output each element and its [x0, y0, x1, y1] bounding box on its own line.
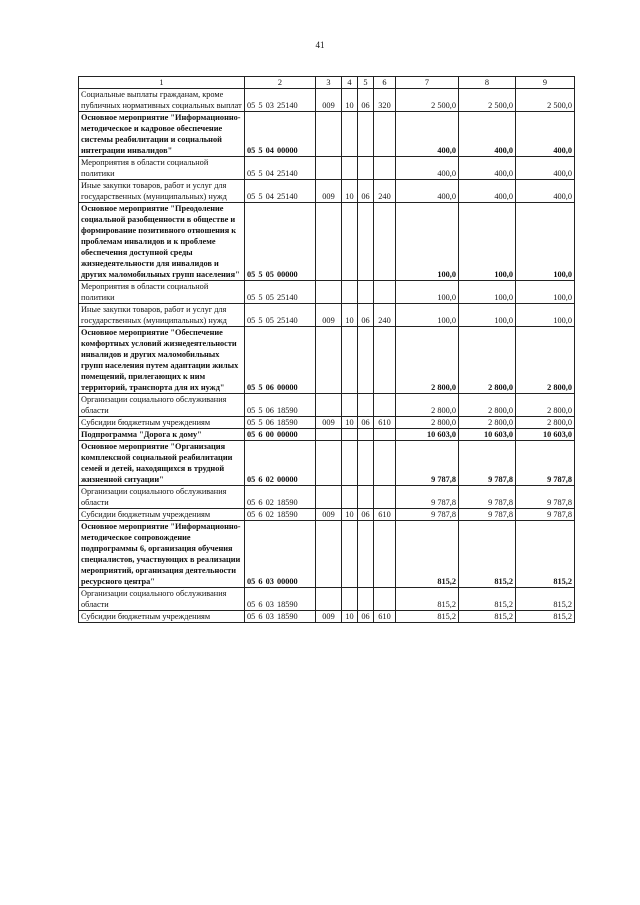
column-header: 5: [358, 77, 374, 89]
expense-type-code: [374, 588, 396, 611]
row-name: Организации социального обслуживания области: [79, 394, 245, 417]
expense-type-code: [374, 157, 396, 180]
section-code: 10: [342, 89, 358, 112]
classification-code: 05 5 05 25140: [245, 304, 316, 327]
row-name: Социальные выплаты гражданам, кроме публичных нормативных социальных выплат: [79, 89, 245, 112]
section-code: [342, 394, 358, 417]
amount-col9: 815,2: [516, 588, 575, 611]
classification-code: 05 6 02 00000: [245, 441, 316, 486]
classification-code: 05 6 03 00000: [245, 521, 316, 588]
subsection-code: [358, 394, 374, 417]
amount-col7: 2 800,0: [396, 394, 459, 417]
amount-col7: 100,0: [396, 203, 459, 281]
expense-type-code: 610: [374, 417, 396, 429]
subsection-code: 06: [358, 180, 374, 203]
table-row: [79, 394, 575, 417]
subsection-code: [358, 281, 374, 304]
amount-col9: 400,0: [516, 112, 575, 157]
subsection-code: [358, 157, 374, 180]
amount-col8: 815,2: [459, 611, 516, 623]
row-name: Субсидии бюджетным учреждениям: [79, 611, 245, 623]
row-name: Организации социального обслуживания области: [79, 486, 245, 509]
section-code: 10: [342, 509, 358, 521]
subsection-code: [358, 429, 374, 441]
row-name: Субсидии бюджетным учреждениям: [79, 417, 245, 429]
amount-col9: 9 787,8: [516, 509, 575, 521]
amount-col9: 400,0: [516, 180, 575, 203]
expense-type-code: [374, 394, 396, 417]
amount-col8: 2 800,0: [459, 327, 516, 394]
amount-col8: 815,2: [459, 588, 516, 611]
column-header: 3: [316, 77, 342, 89]
amount-col7: 9 787,8: [396, 509, 459, 521]
amount-col7: 2 800,0: [396, 417, 459, 429]
table-row: [79, 112, 575, 157]
row-name: Иные закупки товаров, работ и услуг для государственных (муниципальных) нужд: [79, 180, 245, 203]
amount-col9: 2 800,0: [516, 417, 575, 429]
classification-code: 05 5 03 25140: [245, 89, 316, 112]
amount-col7: 9 787,8: [396, 486, 459, 509]
table-row: [79, 327, 575, 394]
amount-col9: 400,0: [516, 157, 575, 180]
subsection-code: 06: [358, 89, 374, 112]
amount-col8: 9 787,8: [459, 441, 516, 486]
amount-col7: 100,0: [396, 304, 459, 327]
amount-col9: 9 787,8: [516, 486, 575, 509]
table-row: [79, 429, 575, 441]
amount-col9: 2 800,0: [516, 394, 575, 417]
ministry-code: [316, 441, 342, 486]
section-code: [342, 588, 358, 611]
column-header: 4: [342, 77, 358, 89]
amount-col8: 100,0: [459, 203, 516, 281]
amount-col8: 9 787,8: [459, 486, 516, 509]
row-name: Субсидии бюджетным учреждениям: [79, 509, 245, 521]
row-name: Основное мероприятие "Информационно-методическое и кадровое обеспечение системы реабилитации и социальной интеграции инвалидов": [79, 112, 245, 157]
ministry-code: [316, 157, 342, 180]
classification-code: 05 5 04 00000: [245, 112, 316, 157]
classification-code: 05 6 00 00000: [245, 429, 316, 441]
table-row: [79, 157, 575, 180]
amount-col7: 815,2: [396, 521, 459, 588]
column-header: 1: [79, 77, 245, 89]
section-code: 10: [342, 304, 358, 327]
ministry-code: [316, 521, 342, 588]
row-name: Подпрограмма "Дорога к дому": [79, 429, 245, 441]
expense-type-code: 320: [374, 89, 396, 112]
subsection-code: 06: [358, 509, 374, 521]
section-code: [342, 429, 358, 441]
row-name: Основное мероприятие "Преодоление социальной разобщенности в обществе и формирование позитивного отношения к проблемам инвалидов и к проблеме обеспечения доступной среды жизнедеятельности для инвалидов и других маломобильных групп населения": [79, 203, 245, 281]
amount-col9: 100,0: [516, 203, 575, 281]
ministry-code: 009: [316, 89, 342, 112]
row-name: Организации социального обслуживания области: [79, 588, 245, 611]
expense-type-code: [374, 112, 396, 157]
column-header: 2: [245, 77, 316, 89]
amount-col8: 2 500,0: [459, 89, 516, 112]
expense-type-code: [374, 486, 396, 509]
ministry-code: 009: [316, 180, 342, 203]
expense-type-code: 610: [374, 509, 396, 521]
amount-col7: 9 787,8: [396, 441, 459, 486]
section-code: [342, 441, 358, 486]
expense-type-code: 610: [374, 611, 396, 623]
amount-col8: 2 800,0: [459, 417, 516, 429]
page-number: 41: [315, 40, 325, 50]
classification-code: 05 6 02 18590: [245, 486, 316, 509]
expense-type-code: 240: [374, 180, 396, 203]
section-code: [342, 486, 358, 509]
ministry-code: [316, 588, 342, 611]
amount-col7: 10 603,0: [396, 429, 459, 441]
amount-col8: 100,0: [459, 281, 516, 304]
amount-col7: 100,0: [396, 281, 459, 304]
section-code: [342, 112, 358, 157]
amount-col7: 2 500,0: [396, 89, 459, 112]
budget-table: [78, 76, 575, 623]
amount-col7: 2 800,0: [396, 327, 459, 394]
ministry-code: 009: [316, 509, 342, 521]
classification-code: 05 5 06 00000: [245, 327, 316, 394]
classification-code: 05 5 04 25140: [245, 157, 316, 180]
expense-type-code: [374, 429, 396, 441]
table-row: [79, 588, 575, 611]
classification-code: 05 5 06 18590: [245, 417, 316, 429]
table-row: [79, 180, 575, 203]
row-name: Иные закупки товаров, работ и услуг для государственных (муниципальных) нужд: [79, 304, 245, 327]
classification-code: 05 6 03 18590: [245, 611, 316, 623]
ministry-code: [316, 112, 342, 157]
amount-col7: 400,0: [396, 112, 459, 157]
amount-col9: 815,2: [516, 611, 575, 623]
expense-type-code: 240: [374, 304, 396, 327]
table-row: [79, 281, 575, 304]
section-code: [342, 203, 358, 281]
ministry-code: [316, 486, 342, 509]
column-header: 8: [459, 77, 516, 89]
amount-col9: 2 800,0: [516, 327, 575, 394]
row-name: Основное мероприятие "Организация комплексной социальной реабилитации семей и детей, находящихся в трудной жизненной ситуации": [79, 441, 245, 486]
subsection-code: [358, 441, 374, 486]
subsection-code: 06: [358, 417, 374, 429]
row-name: Мероприятия в области социальной политики: [79, 281, 245, 304]
amount-col7: 815,2: [396, 611, 459, 623]
row-name: Основное мероприятие "Информационно-методическое сопровождение подпрограммы 6, организация обучения специалистов, участвующих в реализации мероприятий, организация деятельности ресурсного центра": [79, 521, 245, 588]
subsection-code: [358, 203, 374, 281]
section-code: 10: [342, 611, 358, 623]
row-name: Основное мероприятие "Обеспечение комфортных условий жизнедеятельности инвалидов и других маломобильных групп населения путем адаптации жилых помещений, прилегающих к ним территорий, транспорта для их нужд": [79, 327, 245, 394]
amount-col9: 2 500,0: [516, 89, 575, 112]
table-row: [79, 486, 575, 509]
amount-col7: 400,0: [396, 157, 459, 180]
subsection-code: [358, 327, 374, 394]
ministry-code: [316, 429, 342, 441]
classification-code: 05 5 04 25140: [245, 180, 316, 203]
subsection-code: 06: [358, 304, 374, 327]
section-code: 10: [342, 417, 358, 429]
expense-type-code: [374, 203, 396, 281]
table-row: [79, 611, 575, 623]
classification-code: 05 5 06 18590: [245, 394, 316, 417]
ministry-code: [316, 281, 342, 304]
header-row: [79, 77, 575, 89]
amount-col9: 100,0: [516, 304, 575, 327]
amount-col8: 815,2: [459, 521, 516, 588]
section-code: [342, 157, 358, 180]
section-code: 10: [342, 180, 358, 203]
expense-type-code: [374, 327, 396, 394]
ministry-code: 009: [316, 611, 342, 623]
classification-code: 05 5 05 00000: [245, 203, 316, 281]
amount-col8: 100,0: [459, 304, 516, 327]
section-code: [342, 281, 358, 304]
amount-col8: 400,0: [459, 112, 516, 157]
classification-code: 05 6 03 18590: [245, 588, 316, 611]
table-row: [79, 89, 575, 112]
subsection-code: [358, 588, 374, 611]
table-row: [79, 441, 575, 486]
section-code: [342, 521, 358, 588]
amount-col7: 815,2: [396, 588, 459, 611]
amount-col9: 815,2: [516, 521, 575, 588]
row-name: Мероприятия в области социальной политики: [79, 157, 245, 180]
table-row: [79, 509, 575, 521]
expense-type-code: [374, 281, 396, 304]
table-row: [79, 417, 575, 429]
subsection-code: [358, 521, 374, 588]
expense-type-code: [374, 521, 396, 588]
column-header: 6: [374, 77, 396, 89]
amount-col8: 400,0: [459, 157, 516, 180]
expense-type-code: [374, 441, 396, 486]
subsection-code: [358, 486, 374, 509]
table-row: [79, 304, 575, 327]
table-row: [79, 203, 575, 281]
amount-col7: 400,0: [396, 180, 459, 203]
classification-code: 05 5 05 25140: [245, 281, 316, 304]
subsection-code: 06: [358, 611, 374, 623]
ministry-code: [316, 394, 342, 417]
amount-col8: 10 603,0: [459, 429, 516, 441]
amount-col8: 400,0: [459, 180, 516, 203]
amount-col9: 100,0: [516, 281, 575, 304]
amount-col9: 9 787,8: [516, 441, 575, 486]
amount-col9: 10 603,0: [516, 429, 575, 441]
ministry-code: 009: [316, 417, 342, 429]
amount-col8: 2 800,0: [459, 394, 516, 417]
amount-col8: 9 787,8: [459, 509, 516, 521]
classification-code: 05 6 02 18590: [245, 509, 316, 521]
ministry-code: [316, 203, 342, 281]
ministry-code: 009: [316, 304, 342, 327]
section-code: [342, 327, 358, 394]
column-header: 7: [396, 77, 459, 89]
table-row: [79, 521, 575, 588]
column-header: 9: [516, 77, 575, 89]
ministry-code: [316, 327, 342, 394]
subsection-code: [358, 112, 374, 157]
